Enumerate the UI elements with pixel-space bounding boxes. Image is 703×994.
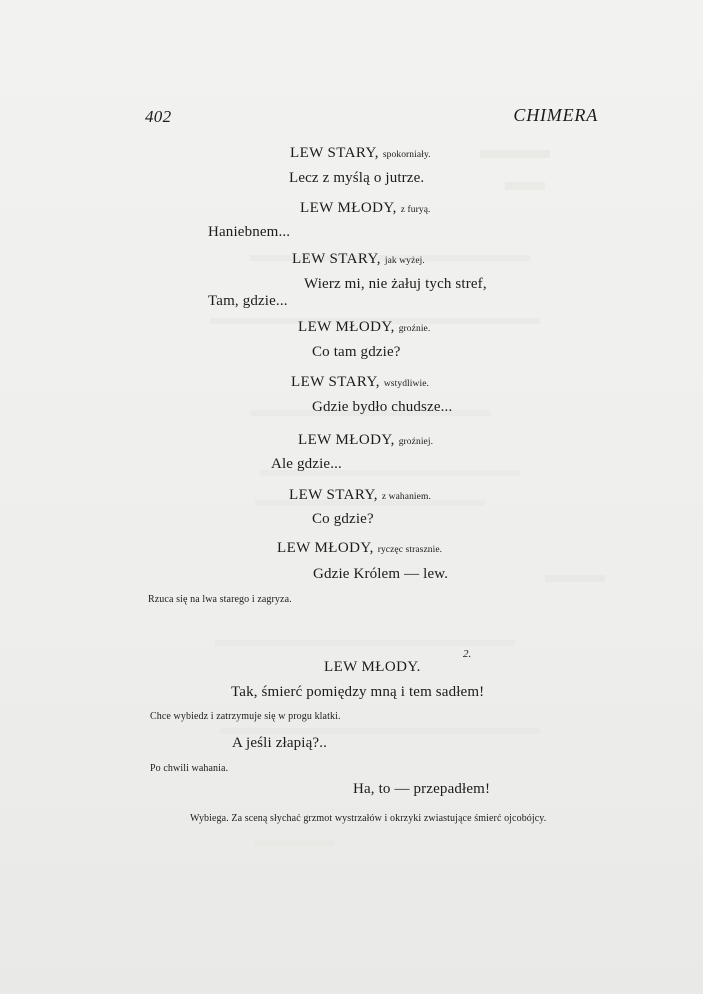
verse-line: Gdzie bydło chudsze...: [312, 399, 453, 415]
speaker-direction: spokorniały.: [382, 150, 431, 160]
speaker-name: LEW MŁODY.: [324, 659, 421, 675]
page-number: 402: [145, 107, 172, 126]
closing-stage-direction: Wybiega. Za sceną słychać grzmot wystrzałów i okrzyki zwiastujące śmierć ojcobójcy.: [190, 813, 547, 824]
speaker-direction: z wahaniem.: [381, 492, 431, 502]
speaker-heading: [298, 319, 430, 336]
verse-line: Gdzie Królem — lew.: [313, 566, 449, 582]
speaker-heading: [290, 145, 431, 162]
speaker-name: LEW STARY,: [291, 374, 380, 390]
verse-line: Wierz mi, nie żałuj tych stref,: [304, 276, 487, 292]
verse-line: Co tam gdzie?: [312, 344, 401, 360]
verse-line: Co gdzie?: [312, 511, 374, 527]
speaker-direction: jak wyżej.: [384, 256, 425, 266]
stage-direction: Po chwili wahania.: [150, 763, 229, 774]
speaker-heading: [300, 200, 431, 217]
section-number: 2.: [463, 648, 472, 660]
speaker-heading: [277, 540, 442, 557]
speaker-name: LEW STARY,: [290, 145, 379, 161]
speaker-direction: groźniej.: [398, 437, 434, 447]
speaker-name: LEW MŁODY,: [298, 432, 395, 448]
speaker-heading: [298, 432, 433, 449]
verse-line: A jeśli złapią?..: [232, 735, 328, 751]
stage-direction: Chce wybiedz i zatrzymuje się w progu klatki.: [150, 711, 341, 722]
running-title: CHIMERA: [513, 105, 598, 125]
speaker-direction: ryczęc strasznie.: [377, 545, 443, 555]
speaker-direction: z furyą.: [400, 205, 431, 215]
speaker-direction: groźnie.: [398, 324, 431, 334]
verse-line: Tak, śmierć pomiędzy mną i tem sadłem!: [231, 684, 485, 700]
speaker-name: LEW MŁODY,: [300, 200, 397, 216]
verse-line: Ale gdzie...: [271, 456, 342, 472]
speaker-name: LEW STARY,: [289, 487, 378, 503]
speaker-direction: wstydliwie.: [383, 379, 430, 389]
speaker-heading: [292, 251, 425, 268]
verse-line: Lecz z myślą o jutrze.: [289, 170, 425, 186]
speaker-name: LEW STARY,: [292, 251, 381, 267]
verse-line: Tam, gdzie...: [208, 293, 288, 309]
speaker-name: LEW MŁODY,: [298, 319, 395, 335]
speaker-heading: [289, 487, 431, 504]
speaker-name: LEW MŁODY,: [277, 540, 374, 556]
speaker-heading: [291, 374, 429, 391]
speaker-heading: [324, 659, 421, 676]
stage-direction: Rzuca się na lwa starego i zagryza.: [148, 594, 292, 605]
verse-line: Haniebnem...: [208, 224, 291, 240]
verse-line: Ha, to — przepadłem!: [353, 781, 491, 797]
